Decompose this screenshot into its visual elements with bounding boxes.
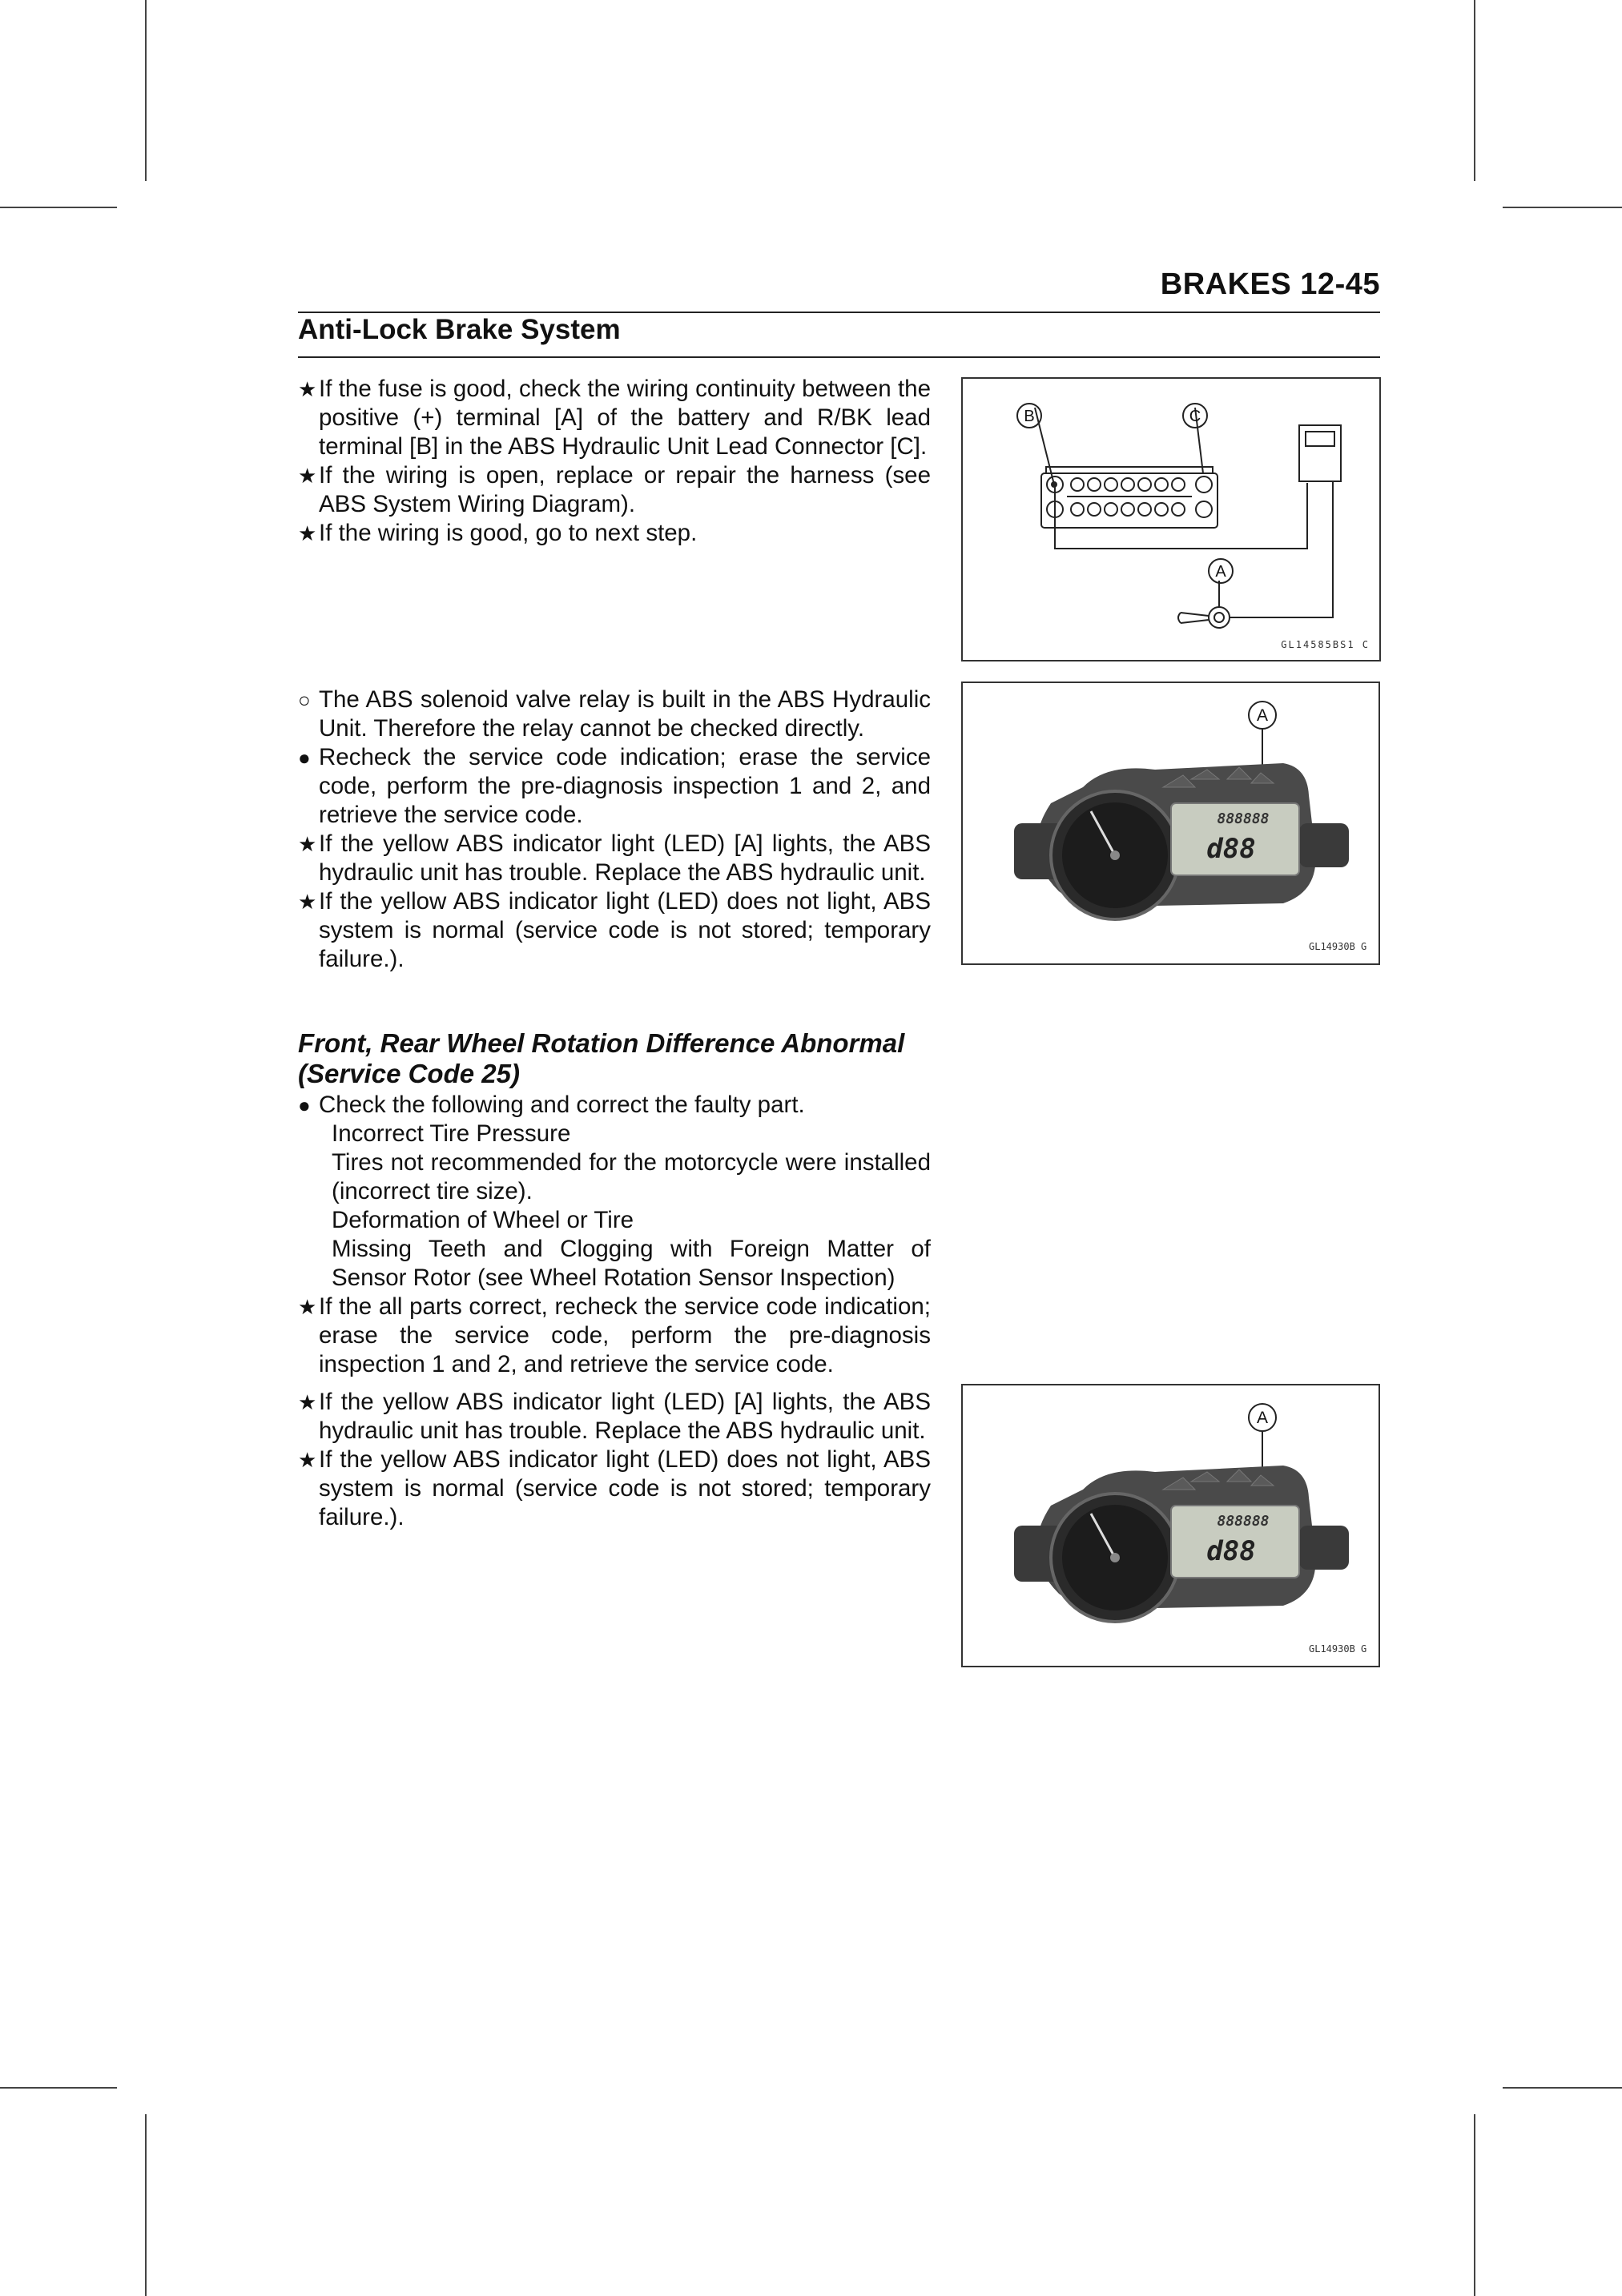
star-bullet: ★: [298, 521, 317, 545]
figure-id: GL14585BS1 C: [1281, 639, 1370, 650]
lcd-top: 888888: [1217, 810, 1270, 827]
label-a: A: [1256, 1409, 1269, 1427]
item-text: If the all parts correct, recheck the service code indication; erase the service code, perform the pre-diagnosis inspection 1 and 2, and retrieve the service code.: [319, 1293, 931, 1377]
section-rule: [298, 356, 1380, 358]
list-item: [298, 743, 931, 830]
dot-bullet: ●: [298, 746, 311, 770]
list-item: [298, 1446, 931, 1532]
header-rule: [298, 312, 1380, 313]
list-item: [298, 519, 931, 548]
text-block-4: [298, 1388, 931, 1532]
crop-mark: [145, 2114, 147, 2296]
crop-mark: [145, 0, 147, 181]
list-item: [298, 686, 931, 743]
crop-mark: [1474, 2114, 1475, 2296]
star-bullet: ★: [298, 464, 317, 488]
circle-bullet: ○: [298, 688, 311, 712]
lcd-main: d88: [1206, 833, 1256, 865]
crop-mark: [0, 207, 117, 208]
list-item: [298, 1388, 931, 1446]
star-bullet: ★: [298, 1448, 317, 1472]
crop-mark: [1503, 2087, 1622, 2089]
item-text: If the fuse is good, check the wiring continuity between the positive (+) terminal [A] of the battery and R/BK lead terminal [B] in the ABS Hydraulic Unit Lead Connector [C].: [319, 376, 931, 460]
text-block-2: [298, 686, 931, 974]
meter-photo: [963, 683, 1378, 963]
wiring-diagram-figure: [961, 377, 1381, 661]
dot-bullet: ●: [298, 1093, 311, 1117]
crop-mark: [1474, 0, 1475, 181]
crop-mark: [0, 2087, 117, 2089]
figure-id: GL14930B G: [1309, 941, 1367, 952]
item-text: Check the following and correct the faulty part.: [319, 1092, 805, 1118]
figure-id: GL14930B G: [1309, 1643, 1367, 1655]
part-item: Incorrect Tire Pressure: [332, 1120, 571, 1147]
item-text: If the yellow ABS indicator light (LED) does not light, ABS system is normal (service code is not stored; temporary failure.).: [319, 888, 931, 972]
crop-mark: [1503, 207, 1622, 208]
list-item: [298, 887, 931, 974]
item-text: The ABS solenoid valve relay is built in the ABS Hydraulic Unit. Therefore the relay cannot be checked directly.: [319, 686, 931, 742]
text-block-1: [298, 375, 931, 548]
list-item: [298, 1091, 931, 1120]
item-text: If the yellow ABS indicator light (LED) [A] lights, the ABS hydraulic unit has trouble. Replace the ABS hydraulic unit.: [319, 830, 931, 886]
item-text: If the yellow ABS indicator light (LED) does not light, ABS system is normal (service code is not stored; temporary failure.).: [319, 1446, 931, 1530]
lcd-top: 888888: [1217, 1513, 1270, 1530]
item-text: If the yellow ABS indicator light (LED) [A] lights, the ABS hydraulic unit has trouble. Replace the ABS hydraulic unit.: [319, 1389, 931, 1444]
subsection-heading: Front, Rear Wheel Rotation Difference Abnormal (Service Code 25): [298, 1028, 905, 1088]
wiring-diagram: [963, 379, 1379, 660]
label-a: A: [1215, 563, 1226, 581]
section-title: Anti-Lock Brake System: [298, 314, 621, 345]
label-a: A: [1256, 706, 1269, 725]
label-c: C: [1189, 408, 1201, 425]
part-item: Tires not recommended for the motorcycle were installed (incorrect tire size).: [332, 1149, 931, 1204]
list-item: [298, 830, 931, 887]
list-item: [298, 1293, 931, 1379]
star-bullet: ★: [298, 890, 317, 914]
part-item: Missing Teeth and Clogging with Foreign Matter of Sensor Rotor (see Wheel Rotation Sensor Inspection): [332, 1236, 931, 1291]
lcd-main: d88: [1206, 1535, 1256, 1567]
star-bullet: ★: [298, 1390, 317, 1414]
item-text: Recheck the service code indication; erase the service code, perform the pre-diagnosis inspection 1 and 2, and retrieve the service code.: [319, 744, 931, 828]
part-item: Deformation of Wheel or Tire: [332, 1207, 634, 1233]
list-item: [298, 461, 931, 519]
meter-photo: [963, 1385, 1378, 1666]
item-text: If the wiring is open, replace or repair the harness (see ABS System Wiring Diagram).: [319, 462, 931, 517]
meter-figure-2: [961, 1384, 1380, 1667]
item-text: If the wiring is good, go to next step.: [319, 520, 698, 546]
label-b: B: [1024, 408, 1035, 425]
meter-figure-1: [961, 682, 1380, 965]
text-block-3: [298, 1019, 931, 1379]
star-bullet: ★: [298, 832, 317, 856]
list-item: [298, 375, 931, 461]
page-label: BRAKES 12-45: [1160, 267, 1380, 301]
star-bullet: ★: [298, 1295, 317, 1319]
star-bullet: ★: [298, 377, 317, 401]
